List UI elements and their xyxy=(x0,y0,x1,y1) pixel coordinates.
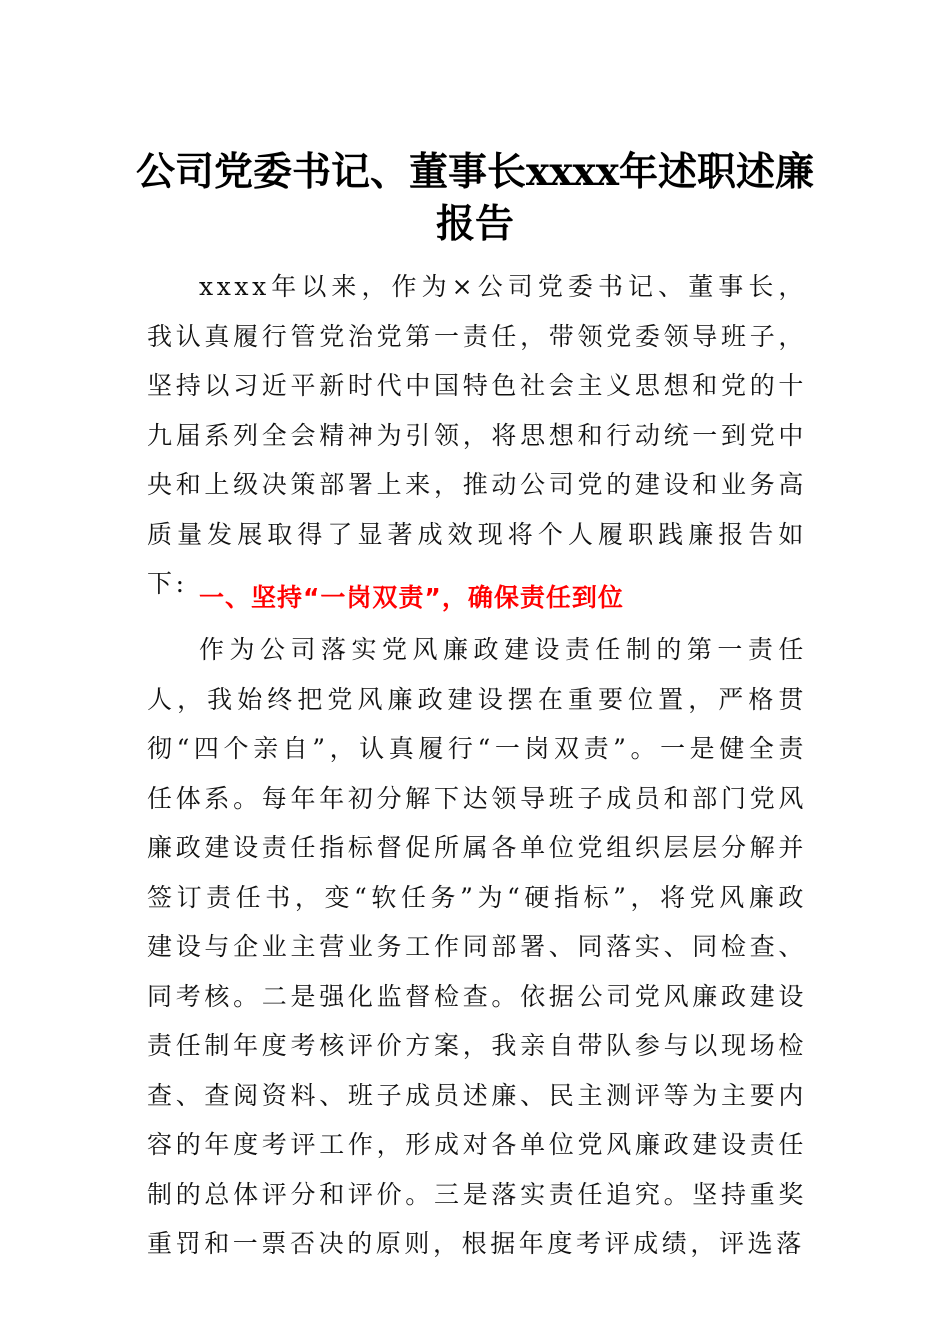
intro-paragraph: xxxx年以来，作为×公司党委书记、董事长，我认真履行管党治党第一责任，带领党委领导班子，坚持以习近平新时代中国特色社会主义思想和党的十九届系列全会精神为引领，将思想和行动统一到党中央和上级决策部署上来，推动公司党的建设和业务高质量发展取得了显著成效现将个人履职践廉报告如下: xyxy=(147,272,807,598)
document-title: 公司党委书记、董事长xxxx年述职述廉报告 xyxy=(135,149,814,247)
section-heading: 一、坚持“一岗双责”，确保责任到位 xyxy=(199,583,624,612)
section-paragraph: 作为公司落实党风廉政建设责任制的第一责任人，我始终把党风廉政建设摆在重要位置，严格贯彻“四个亲自”，认真履行“一岗双责”。一是健全责任体系。每年年初分解下达领导班子成员和部门党风廉政建设责任指标督促所属各单位党组织层层分解并签订责任书，变“软任务”为“硬指标”，将党风廉政建设与企业主营业务工作同部署、同落实、同检查、同考核。二是强化监督检查。依据公司党风廉政建设责任制年度考核评价方案，我亲自带队参与以现场检查、查阅资料、班子成员述廉、民主测评等为主要内容的年度考评工作，形成对各单位党风廉政建设责任制的总体评分和评价。三是落实责任追究。坚持重奖重罚和一票否决的原则，根据年度考评成绩，评选落 xyxy=(147,635,807,1258)
